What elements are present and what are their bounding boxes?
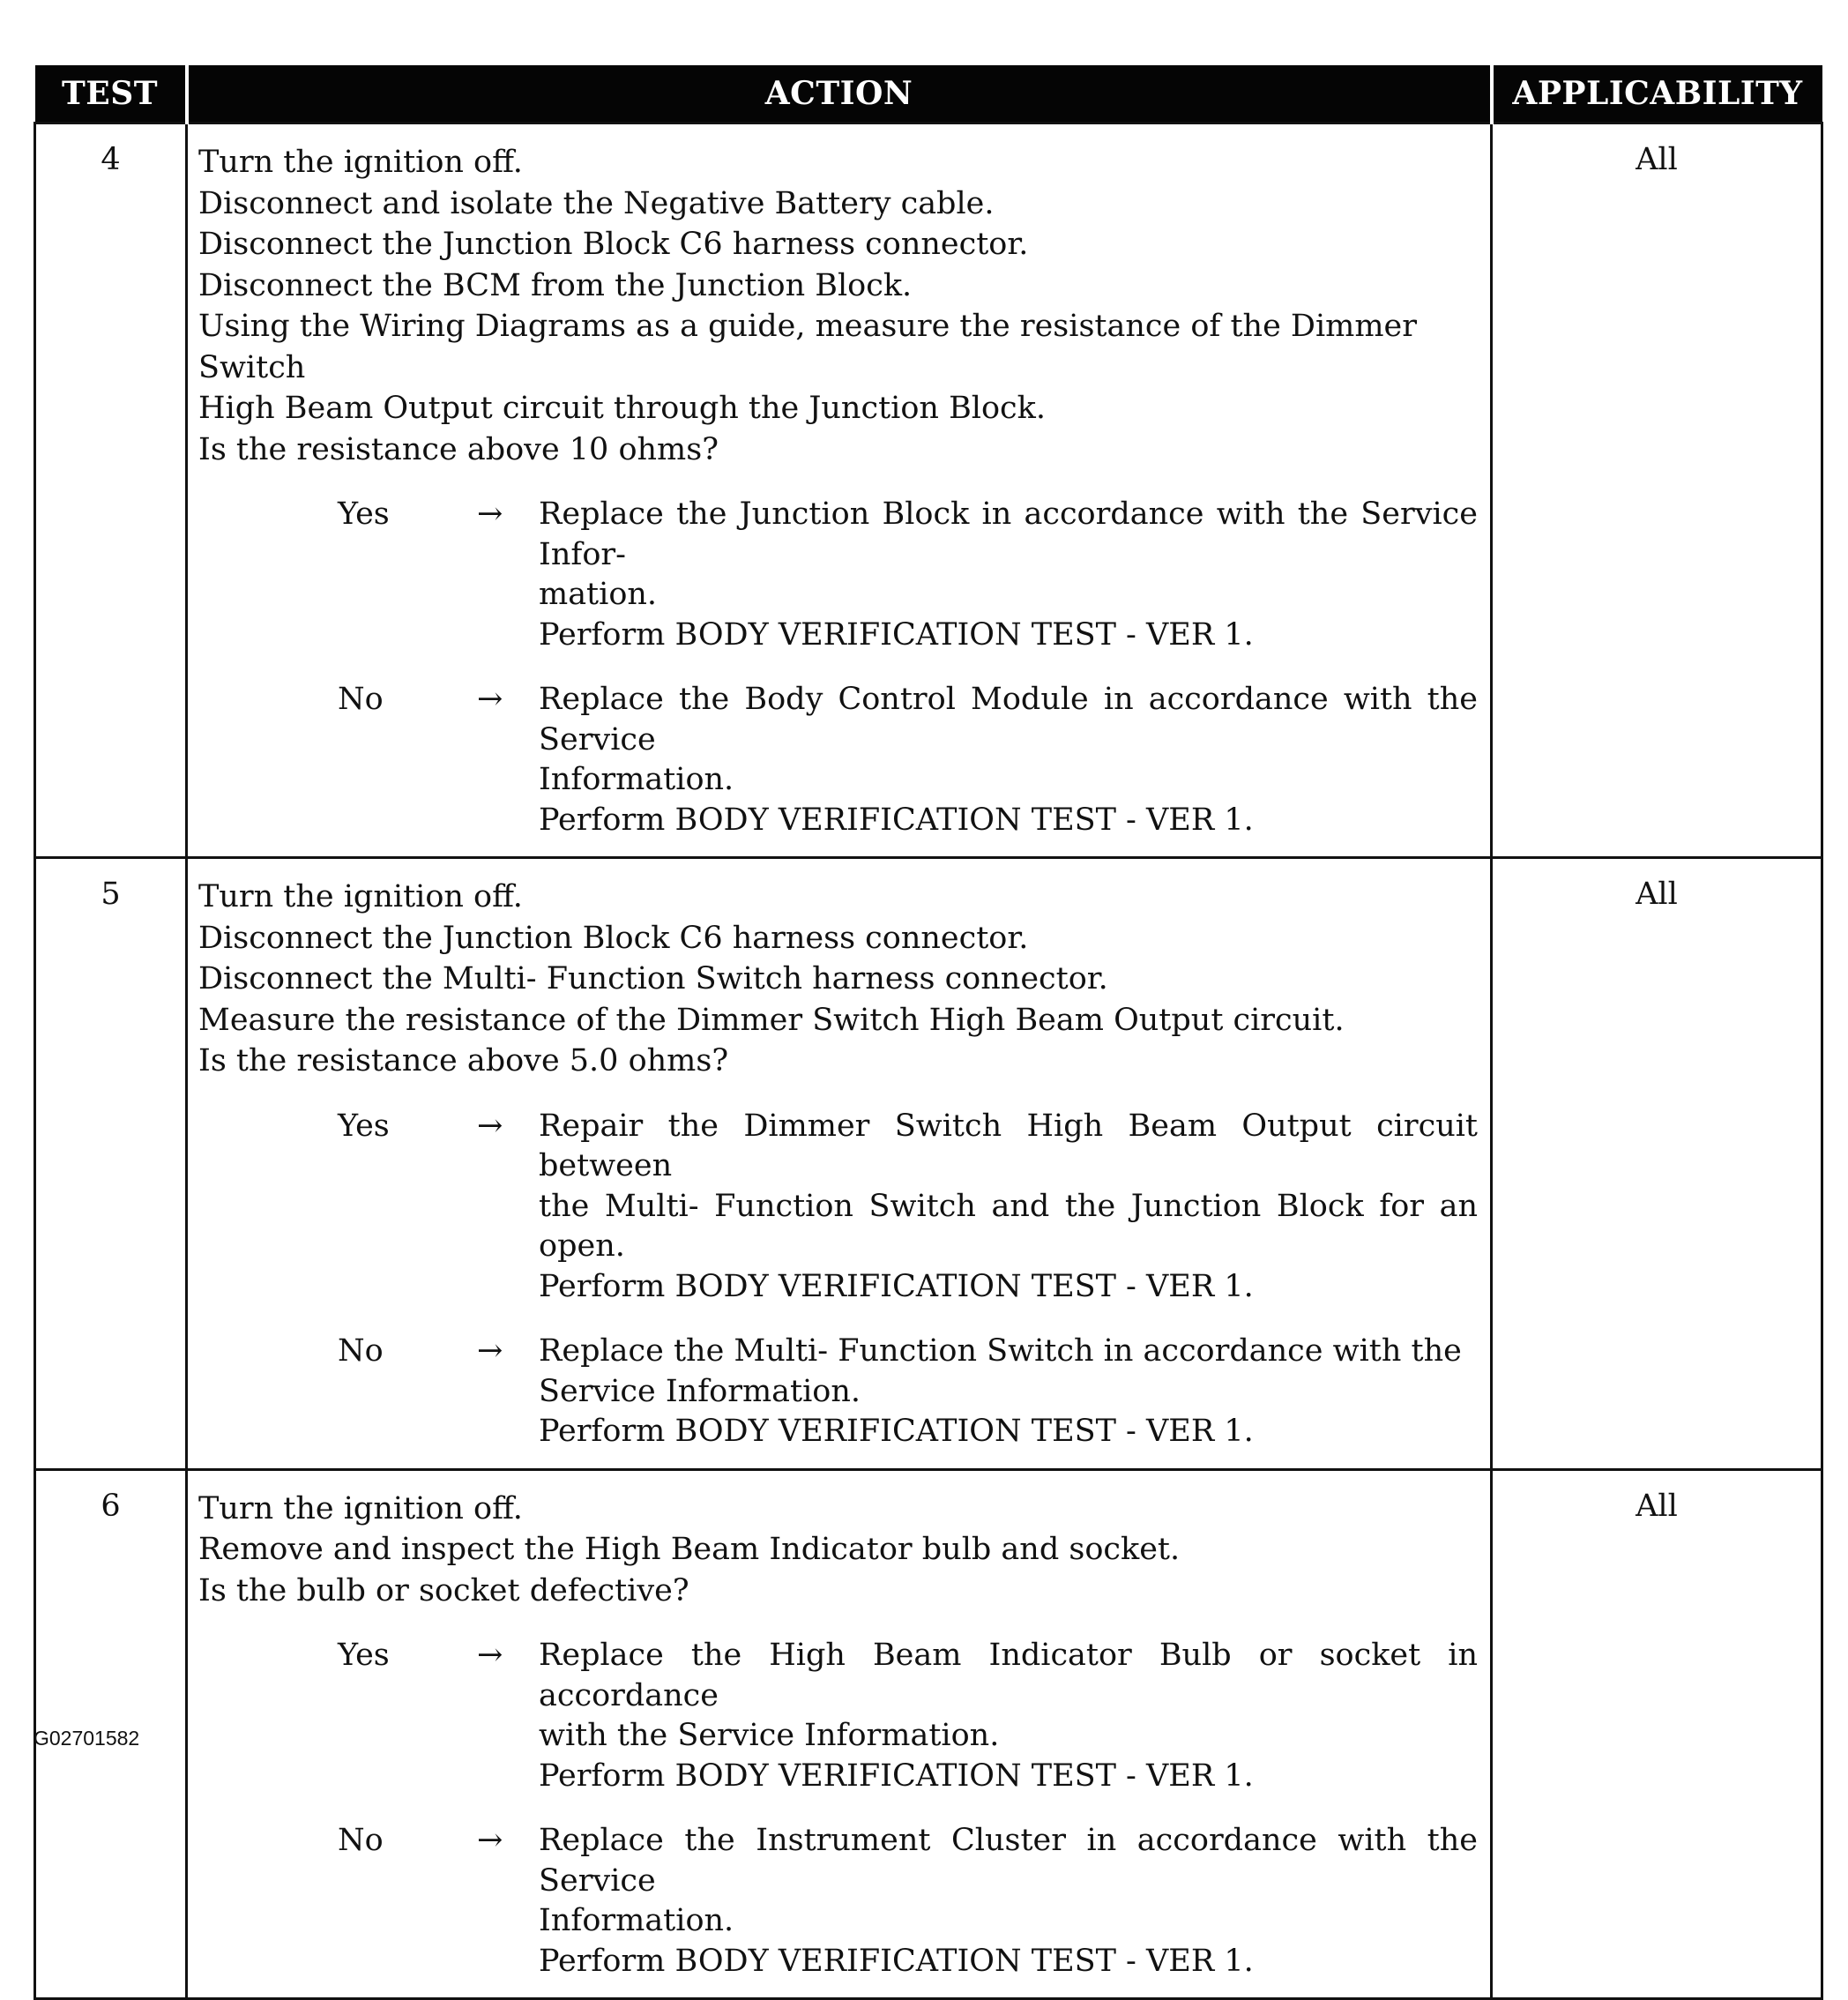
step-line: Is the resistance above 10 ohms? — [198, 431, 719, 467]
outcome-line: Perform BODY VERIFICATION TEST - VER 1. — [539, 1757, 1254, 1794]
action-cell — [187, 1469, 1492, 1999]
step-line: Disconnect the Multi- Function Switch harness connector. — [198, 961, 1108, 996]
step-line: Turn the ignition off. — [198, 879, 523, 914]
step-line: Disconnect the Junction Block C6 harness connector. — [198, 227, 1029, 262]
diagnostic-test-table — [34, 65, 1823, 2000]
outcome-line: Replace the Junction Block in accordance with the Service Infor- — [539, 496, 1478, 572]
action-cell — [187, 123, 1492, 858]
result-no — [198, 1332, 1478, 1452]
header-test: TEST — [35, 65, 187, 123]
step-line: Turn the ignition off. — [198, 145, 523, 180]
step-line: Measure the resistance of the Dimmer Switch High Beam Output circuit. — [198, 1002, 1345, 1038]
outcome-line: Replace the Instrument Cluster in accordance with the Service — [539, 1823, 1478, 1899]
no-label: No — [338, 1823, 384, 1858]
outcome-line: Perform BODY VERIFICATION TEST - VER 1. — [539, 1943, 1254, 1979]
no-label: No — [338, 1333, 384, 1369]
right-arrow-icon: → — [477, 496, 503, 532]
header-applicability: APPLICABILITY — [1492, 65, 1822, 123]
outcome-line: mation. — [539, 577, 658, 612]
table-row — [35, 123, 1822, 858]
step-line: Remove and inspect the High Beam Indicator bulb and socket. — [198, 1532, 1181, 1567]
right-arrow-icon: → — [477, 1638, 503, 1673]
outcome-line: Information. — [539, 1903, 734, 1938]
yes-outcome — [539, 1636, 1478, 1796]
test-number: 4 — [35, 123, 187, 858]
result-yes — [198, 495, 1478, 655]
no-label: No — [338, 682, 384, 717]
outcome-line: Perform BODY VERIFICATION TEST - VER 1. — [539, 1268, 1254, 1304]
result-no — [198, 680, 1478, 840]
outcome-line: Perform BODY VERIFICATION TEST - VER 1. — [539, 802, 1254, 838]
step-line: High Beam Output circuit through the Junction Block. — [198, 391, 1046, 426]
outcome-line: Repair the Dimmer Switch High Beam Output circuit between — [539, 1108, 1478, 1183]
outcome-line: Replace the Multi- Function Switch in accordance with the — [539, 1333, 1462, 1369]
yes-outcome — [539, 1107, 1478, 1308]
result-no — [198, 1821, 1478, 1981]
table-row — [35, 1469, 1822, 1999]
step-line: Turn the ignition off. — [198, 1490, 523, 1526]
applicability-value: All — [1492, 123, 1822, 858]
no-outcome — [539, 1332, 1478, 1452]
step-line: Disconnect the Junction Block C6 harness connector. — [198, 920, 1029, 956]
step-line: Is the bulb or socket defective? — [198, 1572, 689, 1608]
right-arrow-icon: → — [477, 1108, 503, 1144]
result-yes — [198, 1636, 1478, 1796]
applicability-value: All — [1492, 858, 1822, 1470]
step-line: Disconnect and isolate the Negative Battery cable. — [198, 185, 995, 221]
yes-outcome — [539, 495, 1478, 655]
yes-label: Yes — [338, 496, 390, 532]
step-line: Disconnect the BCM from the Junction Block. — [198, 267, 913, 303]
figure-id: G02701582 — [34, 1727, 140, 1750]
table-body — [35, 123, 1822, 1999]
outcome-line: Perform BODY VERIFICATION TEST - VER 1. — [539, 1414, 1254, 1449]
header-action: ACTION — [187, 65, 1492, 123]
no-outcome — [539, 680, 1478, 840]
result-yes — [198, 1107, 1478, 1308]
outcome-line: with the Service Information. — [539, 1718, 1000, 1753]
test-number: 5 — [35, 858, 187, 1470]
outcome-line: Replace the Body Control Module in accordance with the Service — [539, 682, 1478, 757]
step-line: Using the Wiring Diagrams as a guide, measure the resistance of the Dimmer Switch — [198, 309, 1418, 385]
outcome-line: Perform BODY VERIFICATION TEST - VER 1. — [539, 616, 1254, 653]
outcome-line: Replace the High Beam Indicator Bulb or socket in accordance — [539, 1638, 1478, 1713]
table-header-row — [35, 65, 1822, 123]
outcome-line: Service Information. — [539, 1373, 861, 1409]
right-arrow-icon: → — [477, 1823, 503, 1858]
no-outcome — [539, 1821, 1478, 1981]
right-arrow-icon: → — [477, 682, 503, 717]
right-arrow-icon: → — [477, 1333, 503, 1369]
action-cell — [187, 858, 1492, 1470]
test-number: 6 — [35, 1469, 187, 1999]
outcome-line: the Multi- Function Switch and the Junction Block for an open. — [539, 1188, 1478, 1264]
step-line: Is the resistance above 5.0 ohms? — [198, 1043, 729, 1078]
outcome-line: Information. — [539, 762, 734, 797]
yes-label: Yes — [338, 1638, 390, 1673]
yes-label: Yes — [338, 1108, 390, 1144]
table-row — [35, 858, 1822, 1470]
applicability-value: All — [1492, 1469, 1822, 1999]
